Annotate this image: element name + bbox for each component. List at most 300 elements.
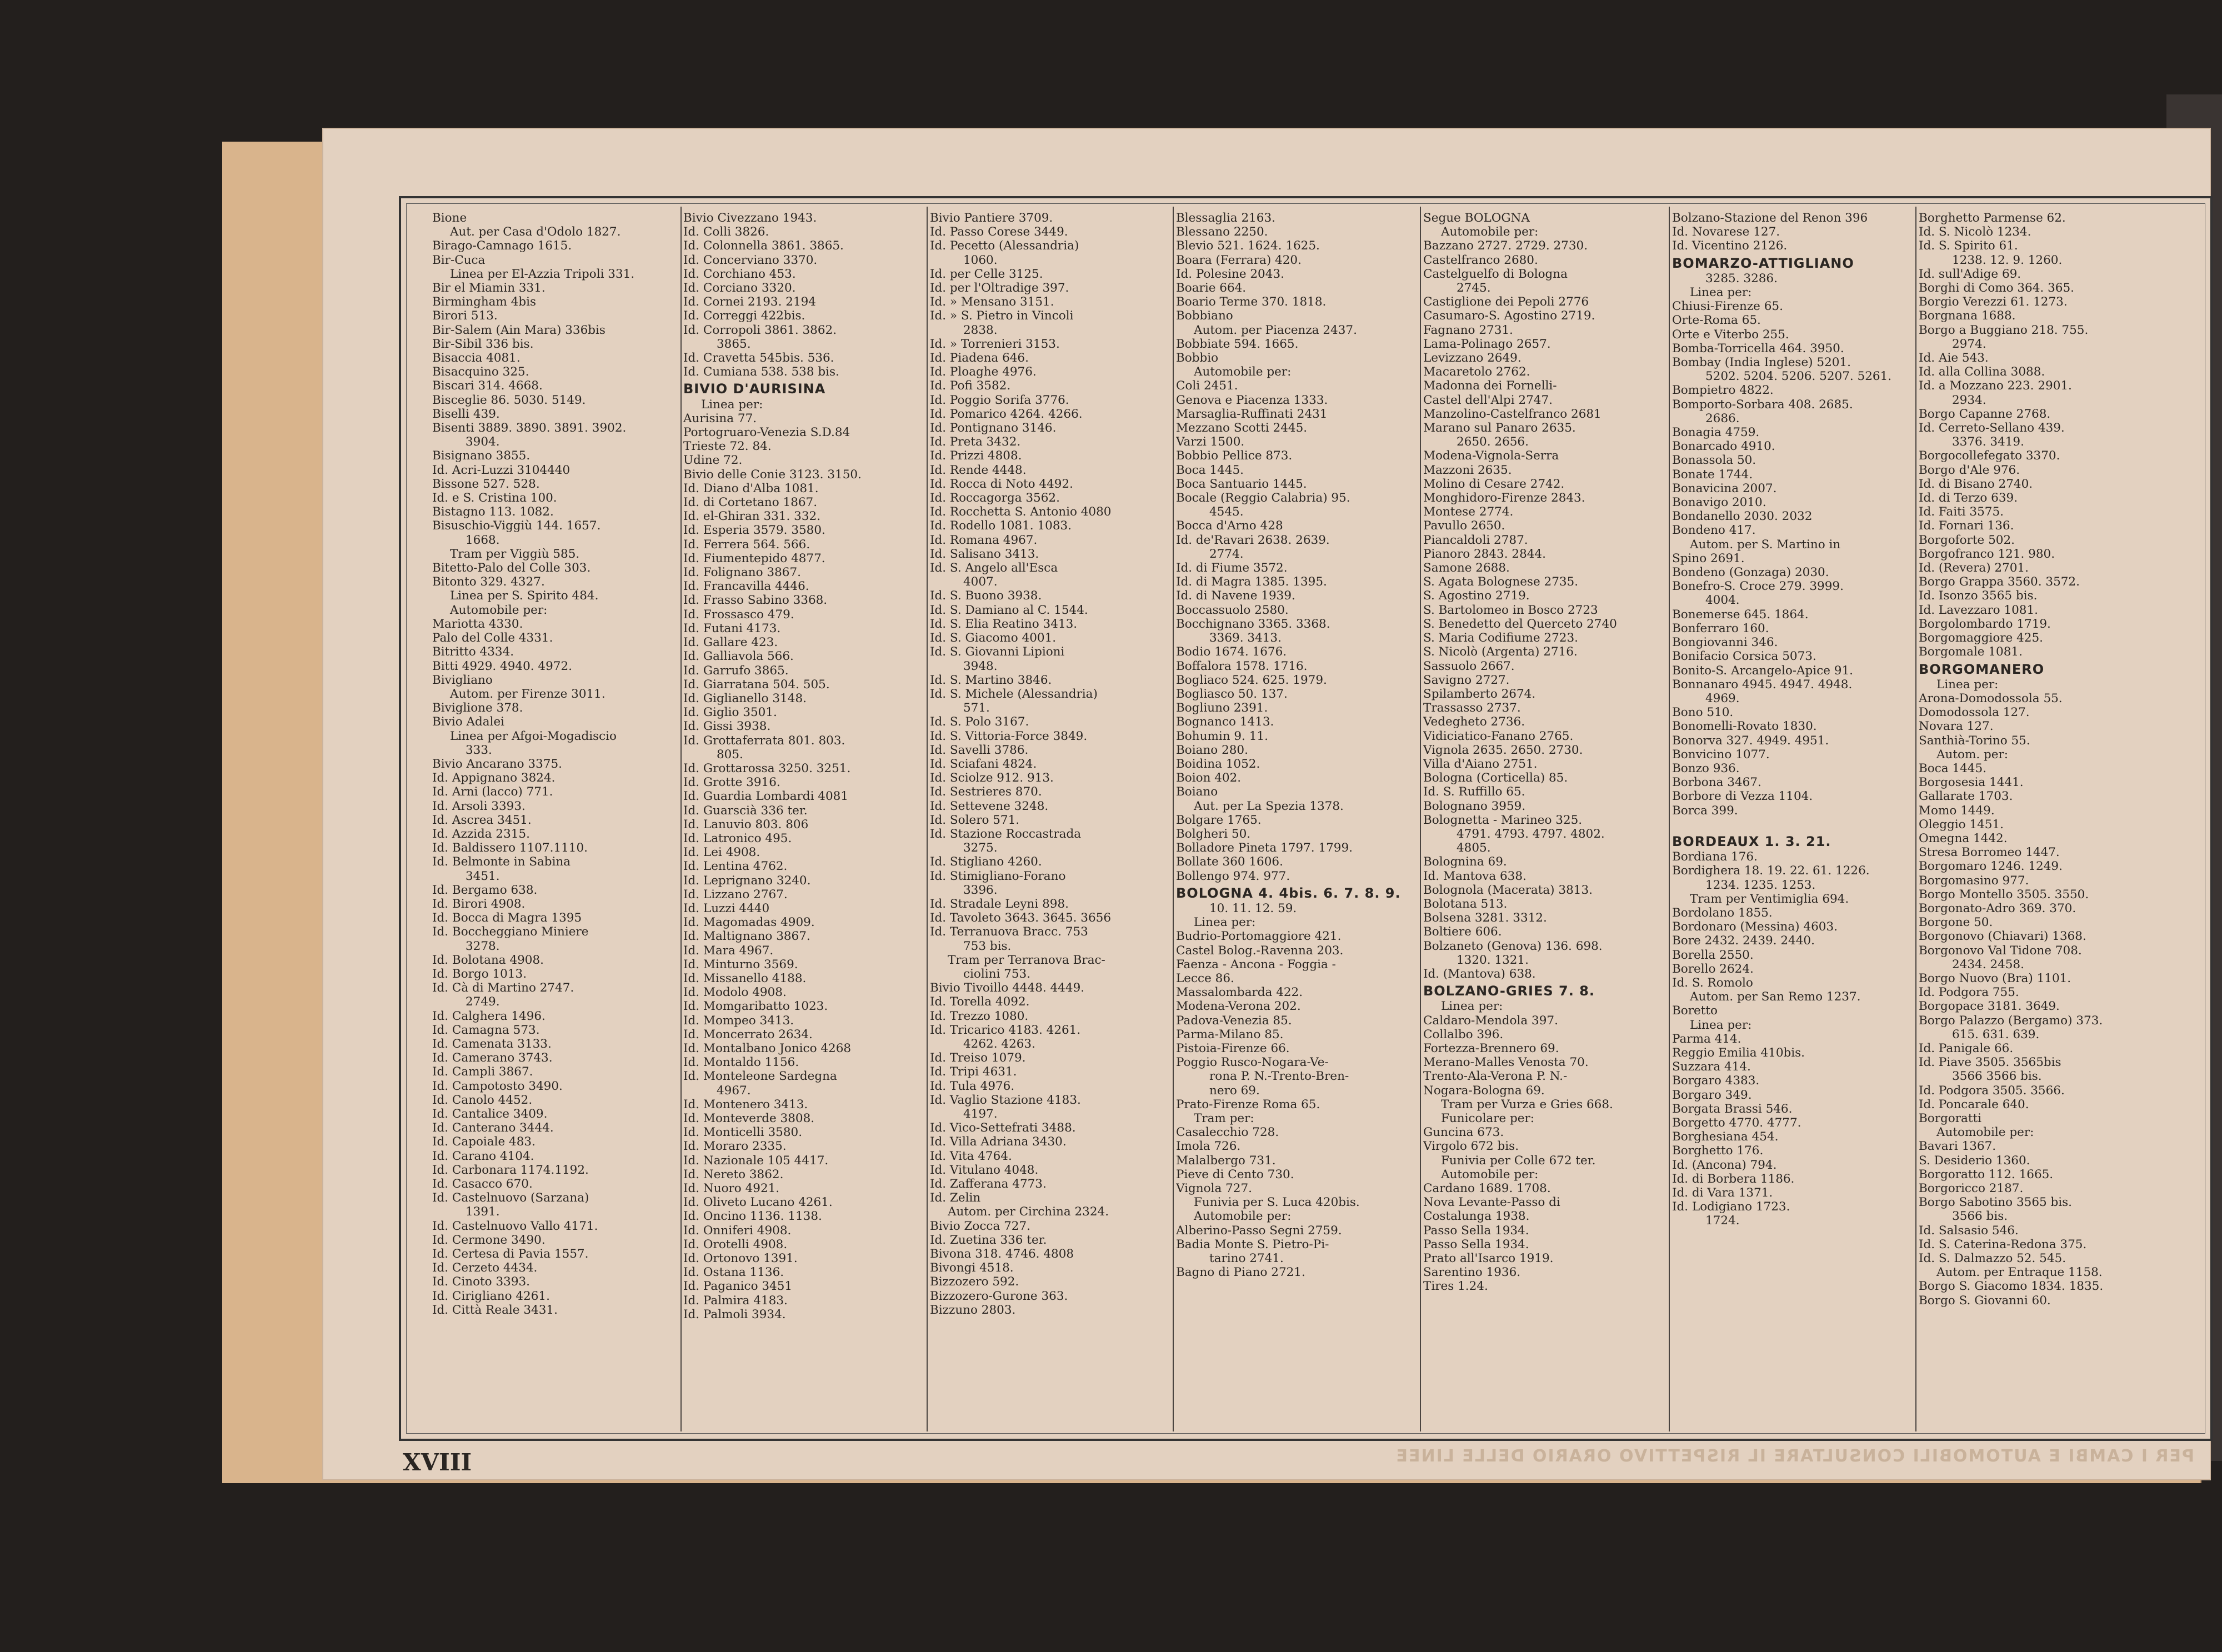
index-entry: 2934. [1952, 393, 1986, 407]
index-entry: Id. Podgora 3505. 3566. [1919, 1083, 2065, 1098]
index-entry: Id. Lodigiano 1723. [1672, 1200, 1790, 1214]
index-entry: Linea per: [1194, 915, 1256, 930]
index-entry: Orte-Roma 65. [1672, 313, 1761, 328]
index-entry: Borgo Sabotino 3565 bis. [1919, 1195, 2073, 1210]
index-entry: Bisuschio-Viggiù 144. 1657. [432, 519, 601, 533]
index-entry: BORGOMANERO [1919, 661, 2045, 677]
index-entry: Id. Lanuvio 803. 806 [683, 817, 809, 832]
index-entry: Domodossola 127. [1919, 705, 2030, 720]
index-entry: Reggio Emilia 410bis. [1672, 1045, 1805, 1060]
index-entry: Id. Tula 4976. [930, 1079, 1015, 1093]
index-entry: Bivona 318. 4746. 4808 [930, 1247, 1074, 1261]
index-entry: Id. Bolotana 4908. [432, 953, 544, 967]
index-entry: Trento-Ala-Verona P. N.- [1423, 1069, 1568, 1084]
index-entry: Id. Palmoli 3934. [683, 1307, 786, 1321]
index-entry: Linea per: [1690, 1018, 1752, 1032]
index-entry: Castelguelfo di Bologna [1423, 267, 1568, 281]
index-entry: Id. Panigale 66. [1919, 1041, 2014, 1055]
index-entry: Borgaro 349. [1672, 1088, 1752, 1102]
index-entry: Monghidoro-Firenze 2843. [1423, 491, 1585, 505]
index-entry: Id. Città Reale 3431. [432, 1303, 558, 1317]
index-entry: Id. Grottarossa 3250. 3251. [683, 761, 851, 775]
index-entry: Borgnana 1688. [1919, 309, 2016, 323]
index-entry: Borgaro 4383. [1672, 1074, 1760, 1088]
index-entry: 333. [466, 743, 492, 757]
index-entry: Id. S. Spirito 61. [1919, 239, 2018, 253]
index-entry: Id. per l'Oltradige 397. [930, 281, 1069, 296]
index-entry: Id. Ploaghe 4976. [930, 365, 1037, 379]
index-entry: Levizzano 2649. [1423, 351, 1522, 366]
index-entry: 3396. [963, 883, 998, 897]
index-entry: Bordiana 176. [1672, 850, 1758, 864]
index-entry: Id. Monteverde 3808. [683, 1112, 815, 1125]
index-entry: 4791. 4793. 4797. 4802. [1457, 827, 1605, 841]
index-entry: Prato-Firenze Roma 65. [1176, 1097, 1320, 1112]
index-entry: Borgoforte 502. [1919, 533, 2015, 547]
index-entry: Portogruaro-Venezia S.D.84 [683, 425, 850, 440]
index-entry: Borgofranco 121. 980. [1919, 547, 2055, 561]
index-entry: Trassasso 2737. [1423, 701, 1521, 715]
index-entry: Automobile per: [1936, 1125, 2034, 1140]
index-entry: Bivio Ancarano 3375. [432, 757, 562, 771]
index-entry: Id. Carbonara 1174.1192. [432, 1163, 589, 1177]
index-entry: Id. Grottaferrata 801. 803. [683, 733, 845, 748]
index-entry: Id. Vitulano 4048. [930, 1163, 1039, 1177]
index-entry: Bolsena 3281. 3312. [1423, 911, 1547, 925]
index-entry: Borgolombardo 1719. [1919, 617, 2051, 631]
index-entry: Bistagno 113. 1082. [432, 505, 554, 519]
index-entry: Biviglianο [432, 673, 493, 687]
index-entry: Id. Acri-Luzzi 3104440 [432, 463, 570, 477]
index-entry: Id. Corciano 3320. [683, 281, 796, 296]
index-entry: Badia Monte S. Pietro-Pi- [1176, 1237, 1329, 1251]
index-entry: Bivio Tivoillo 4448. 4449. [930, 981, 1085, 995]
index-entry: Borghetto Parmense 62. [1919, 211, 2066, 225]
index-entry: Boffalora 1578. 1716. [1176, 659, 1308, 673]
index-entry: Boara (Ferrara) 420. [1176, 253, 1302, 267]
index-entry: Novara 127. [1919, 719, 1994, 734]
index-entry: Budrio-Portomaggiore 421. [1176, 929, 1342, 944]
index-entry: Id. e S. Cristina 100. [432, 491, 557, 505]
show-through-text: PER I CAMBI E AUTOMOBILI CONSULTARE IL RISPETTIVO ORARIO DELLE LINEE [1395, 1446, 2194, 1466]
index-entry: Birmingham 4bis [432, 295, 537, 309]
index-entry: Borghesiana 454. [1672, 1130, 1779, 1144]
index-entry: Bolotana 513. [1423, 897, 1508, 911]
index-entry: Id. Stigliano 4260. [930, 855, 1042, 869]
index-entry: Id. Belmonte in Sabina [432, 855, 571, 869]
index-entry: Id. Camenata 3133. [432, 1037, 552, 1051]
index-entry: BOLZANO-GRIES 7. 8. [1423, 983, 1595, 999]
index-entry: Bir-Salem (Ain Mara) 336bis [432, 323, 605, 337]
index-entry: Bogliuno 2391. [1176, 701, 1268, 715]
index-entry: Bomporto-Sorbara 408. 2685. [1672, 397, 1853, 412]
index-entry: Id. Bergamo 638. [432, 883, 538, 897]
index-entry: Id. Rocchetta S. Antonio 4080 [930, 505, 1112, 519]
index-entry: Biselli 439. [432, 407, 500, 421]
index-entry: Id. S. Elia Reatino 3413. [930, 617, 1078, 631]
index-entry: 3451. [466, 869, 500, 883]
index-entry: Vidiciatico-Fanano 2765. [1423, 729, 1574, 743]
index-entry: 3369. 3413. [1209, 631, 1282, 645]
index-entry: 4007. [963, 575, 998, 589]
index-entry: Id. Frossasco 479. [683, 607, 794, 622]
index-entry: Id. Savelli 3786. [930, 743, 1029, 757]
index-entry: Borgo Montello 3505. 3550. [1919, 887, 2089, 902]
index-entry: Bagno di Piano 2721. [1176, 1265, 1305, 1280]
index-entry: Linea per: [1441, 999, 1503, 1014]
index-entry: 3904. [466, 435, 500, 449]
index-entry: Id. Nuoro 4921. [683, 1182, 780, 1196]
index-entry: 1238. 12. 9. 1260. [1952, 253, 2063, 267]
index-entry: Vignola 2635. 2650. 2730. [1423, 743, 1583, 757]
index-entry: Funivia per S. Luca 420bis. [1194, 1195, 1360, 1210]
index-entry: Borgocollefegato 3370. [1919, 449, 2060, 463]
index-entry: Funivia per Colle 672 ter. [1441, 1153, 1596, 1168]
index-entry: Bocchignano 3365. 3368. [1176, 617, 1330, 631]
index-entry: Linea per S. Spirito 484. [450, 589, 599, 603]
index-entry: Id. (Ancona) 794. [1672, 1158, 1777, 1172]
index-entry: Bolognetta - Marineo 325. [1423, 813, 1583, 827]
index-entry: Imola 726. [1176, 1139, 1241, 1154]
index-entry: Id. Passo Corese 3449. [930, 225, 1068, 239]
index-entry: Castiglione dei Pepoli 2776 [1423, 295, 1589, 309]
index-entry: Montese 2774. [1423, 505, 1514, 519]
index-entry: Id. Arsoli 3393. [432, 799, 526, 813]
index-entry: Id. Canterano 3444. [432, 1121, 554, 1135]
index-entry: Malalbergo 731. [1176, 1153, 1276, 1168]
index-entry: Id. Montalbano Jonico 4268 [683, 1041, 852, 1055]
index-entry: Id. Momgaribatto 1023. [683, 999, 828, 1014]
index-entry: Mazzoni 2635. [1423, 463, 1512, 477]
index-entry: Coli 2451. [1176, 379, 1238, 393]
index-entry: Bonomelli-Rovato 1830. [1672, 719, 1817, 734]
index-entry: Mariotta 4330. [432, 617, 523, 631]
index-entry: Bonferraro 160. [1672, 621, 1769, 635]
index-entry: Bollate 360 1606. [1176, 855, 1283, 869]
index-entry: Castel dell'Alpi 2747. [1423, 393, 1553, 407]
index-entry: Bolognano 3959. [1423, 799, 1526, 813]
index-entry: Borbore di Vezza 1104. [1672, 789, 1813, 804]
index-entry: Borgetto 4770. 4777. [1672, 1116, 1801, 1130]
index-entry: Id. Canolo 4452. [432, 1093, 533, 1107]
index-entry: Aut. per La Spezia 1378. [1194, 799, 1344, 813]
index-entry: Bione [432, 211, 467, 225]
index-entry: Id. Rodello 1081. 1083. [930, 519, 1072, 533]
index-entry: 3566 3566 bis. [1952, 1069, 2042, 1084]
index-entry: Borgoratti [1919, 1112, 1981, 1125]
index-entry: Id. Piadena 646. [930, 351, 1029, 366]
index-entry: Vignola 727. [1176, 1182, 1252, 1196]
index-entry: Autom. per Entraque 1158. [1936, 1265, 2103, 1280]
index-entry: Id. Mara 4967. [683, 943, 774, 958]
index-entry: Id. Bocca di Magra 1395 [432, 911, 582, 925]
index-entry: Id. Latronico 495. [683, 831, 792, 845]
index-entry: Funicolare per: [1441, 1112, 1535, 1125]
index-entry: Id. Onniferi 4908. [683, 1223, 792, 1238]
index-entry: 4262. 4263. [963, 1037, 1035, 1051]
index-entry: Bissone 527. 528. [432, 477, 540, 491]
index-entry: Id. Giglianello 3148. [683, 691, 807, 705]
index-entry: Id. » S. Pietro in Vincoli [930, 309, 1074, 323]
index-entry: 4197. [963, 1107, 998, 1121]
index-entry: Id. Cumiana 538. 538 bis. [683, 365, 839, 379]
index-entry: Bolognina 69. [1423, 855, 1507, 869]
index-entry: Id. Settevene 3248. [930, 799, 1049, 813]
index-entry: 2974. [1952, 337, 1986, 351]
index-entry: Automobile per: [1441, 1167, 1539, 1182]
index-entry: Id. Baldissero 1107.1110. [432, 841, 588, 855]
index-entry: Castelfranco 2680. [1423, 253, 1538, 267]
index-entry: Borgo S. Giovanni 60. [1919, 1293, 2051, 1308]
index-entry: Id. Corchiano 453. [683, 267, 796, 281]
index-entry: Prato all'Isarco 1919. [1423, 1251, 1554, 1266]
index-entry: Id. Rende 4448. [930, 463, 1027, 477]
index-entry: Id. Esperia 3579. 3580. [683, 523, 825, 538]
index-entry: Collalbo 396. [1423, 1027, 1504, 1042]
index-entry: Mezzano Scotti 2445. [1176, 421, 1308, 435]
index-entry: Autom. per: [1936, 747, 2009, 762]
index-entry: Bonvicino 1077. [1672, 747, 1770, 762]
index-entry: Id. Novarese 127. [1672, 225, 1780, 239]
index-entry: Id. Ostana 1136. [683, 1265, 784, 1280]
index-entry: Modena-Vignola-Serra [1423, 449, 1559, 463]
index-entry: Nogara-Bologna 69. [1423, 1083, 1545, 1098]
index-entry: Borgo Grappa 3560. 3572. [1919, 575, 2080, 589]
index-entry: Id. Giglio 3501. [683, 705, 777, 720]
index-entry: Tires 1.24. [1423, 1279, 1488, 1294]
index-entry: Omegna 1442. [1919, 831, 2008, 845]
index-entry: Vedegheto 2736. [1423, 715, 1525, 729]
index-entry: Bolladore Pineta 1797. 1799. [1176, 841, 1353, 855]
index-entry: Id. Treiso 1079. [930, 1051, 1026, 1065]
index-entry: Id. Stradale Leyni 898. [930, 897, 1069, 911]
index-entry: Id. Cirigliano 4261. [432, 1289, 550, 1303]
index-entry: 1060. [963, 253, 998, 267]
index-entry: Id. Cerreto-Sellano 439. [1919, 421, 2065, 435]
index-entry: Id. S. Ruffillo 65. [1423, 785, 1525, 799]
index-entry: S. Maria Codifiume 2723. [1423, 631, 1578, 645]
index-entry: Tram per Ventimiglia 694. [1690, 892, 1849, 906]
index-entry: Savigno 2727. [1423, 673, 1510, 687]
index-entry: Passo Sella 1934. [1423, 1223, 1529, 1238]
index-entry: Linea per El-Azzia Tripoli 331. [450, 267, 635, 281]
index-entry: Id. Colli 3826. [683, 225, 769, 239]
index-entry: Id. Sestrieres 870. [930, 785, 1042, 799]
index-entry: Virgolo 672 bis. [1423, 1139, 1519, 1154]
index-entry: Parma-Milano 85. [1176, 1027, 1284, 1042]
index-entry: 2774. [1209, 547, 1244, 561]
index-entry: Birori 513. [432, 309, 498, 323]
index-entry: Boiano [1176, 785, 1218, 799]
index-entry: Lecce 86. [1176, 971, 1234, 985]
index-entry: Id. Corropoli 3861. 3862. [683, 323, 837, 337]
index-entry: Bore 2432. 2439. 2440. [1672, 934, 1815, 948]
index-entry: Boario Terme 370. 1818. [1176, 295, 1327, 309]
index-entry: Id. Frasso Sabino 3368. [683, 593, 828, 608]
index-entry: 3278. [466, 939, 500, 953]
index-entry: Bordighera 18. 19. 22. 61. 1226. [1672, 864, 1870, 878]
index-entry: Bir el Miamin 331. [432, 281, 546, 296]
index-entry: Borgomasino 977. [1919, 873, 2029, 888]
index-entry: Spilamberto 2674. [1423, 687, 1536, 701]
index-entry: 1234. 1235. 1253. [1705, 878, 1816, 892]
index-entry: Bonito-S. Arcangelo-Apice 91. [1672, 663, 1853, 678]
index-entry: Id. Palmira 4183. [683, 1293, 788, 1308]
index-entry: Borgoratto 112. 1665. [1919, 1167, 2054, 1182]
index-entry: Merano-Malles Venosta 70. [1423, 1055, 1589, 1070]
index-entry: Bondeno 417. [1672, 523, 1756, 538]
index-entry: Id. Trezzo 1080. [930, 1009, 1029, 1023]
index-entry: Borgomaggiore 425. [1919, 631, 2043, 645]
index-entry: Casumaro-S. Agostino 2719. [1423, 309, 1595, 323]
index-entry: Linea per: [701, 397, 763, 412]
index-entry: Boiano 280. [1176, 743, 1248, 757]
index-entry: Faenza - Ancona - Foggia - [1176, 957, 1336, 972]
column-rule [1173, 207, 1174, 1431]
index-entry: Bir-Cuca [432, 253, 486, 267]
index-entry: Borgo Nuovo (Bra) 1101. [1919, 971, 2071, 985]
index-entry: Tram per Viggiù 585. [450, 547, 580, 561]
index-entry: 5202. 5204. 5206. 5207. 5261. [1705, 369, 1892, 384]
index-entry: Bonate 1744. [1672, 467, 1753, 482]
index-entry: 3948. [963, 659, 998, 673]
index-entry: Id. Lavezzaro 1081. [1919, 603, 2038, 617]
index-entry: Id. S. Giacomo 4001. [930, 631, 1057, 645]
index-entry: BORDEAUX 1. 3. 21. [1672, 833, 1831, 849]
index-entry: Bognanco 1413. [1176, 715, 1274, 729]
index-entry: Id. Cinoto 3393. [432, 1275, 531, 1289]
index-entry: Bolognola (Macerata) 3813. [1423, 883, 1593, 897]
index-entry: Bitetto-Palo del Colle 303. [432, 561, 591, 575]
index-entry: Id. Ortonovo 1391. [683, 1251, 798, 1266]
index-entry [1672, 818, 1912, 832]
index-entry: S. Nicolò (Argenta) 2716. [1423, 645, 1578, 659]
index-entry: Guncina 673. [1423, 1125, 1504, 1140]
index-entry: Bologna (Corticella) 85. [1423, 771, 1568, 785]
index-entry: Id. Vita 4764. [930, 1149, 1012, 1163]
index-entry: Boltiere 606. [1423, 925, 1502, 939]
index-entry: Id. Pomarico 4264. 4266. [930, 407, 1083, 421]
index-entry: Bitritto 4334. [432, 645, 514, 659]
index-entry: 2434. 2458. [1952, 957, 2024, 972]
index-entry: Molino di Cesare 2742. [1423, 477, 1565, 491]
index-entry: Borghi di Como 364. 365. [1919, 281, 2074, 296]
index-column-4 [1176, 211, 1417, 1428]
index-entry: Id. » Mensano 3151. [930, 295, 1054, 309]
index-entry: Id. (Mantova) 638. [1423, 967, 1536, 981]
index-entry: Id. di Cortetano 1867. [683, 495, 818, 510]
index-entry: Id. Zuetina 336 ter. [930, 1233, 1047, 1247]
index-entry: Id. Cerzeto 4434. [432, 1261, 538, 1275]
index-entry: 2650. 2656. [1457, 435, 1529, 449]
index-entry: Borgonato-Adro 369. 370. [1919, 901, 2076, 915]
index-entry: Bonagia 4759. [1672, 425, 1760, 440]
index-entry: Bivio Civezzano 1943. [683, 211, 817, 225]
index-entry: Automobile per: [1441, 225, 1539, 239]
index-entry: Id. Arni (lacco) 771. [432, 785, 553, 799]
index-entry: Id. Colonnella 3861. 3865. [683, 239, 844, 253]
index-entry: Samone 2688. [1423, 561, 1510, 575]
index-entry: Pavullo 2650. [1423, 519, 1505, 533]
index-entry: Palo del Colle 4331. [432, 631, 553, 645]
index-entry: Id. Stimigliano-Forano [930, 869, 1066, 883]
index-entry: 1668. [466, 533, 500, 547]
index-entry: Bondeno (Gonzaga) 2030. [1672, 565, 1829, 580]
index-entry: Id. Campotosto 3490. [432, 1079, 563, 1093]
index-entry: Id. S. Damiano al C. 1544. [930, 603, 1088, 617]
index-entry: Id. Nereto 3862. [683, 1167, 784, 1182]
index-entry: Birago-Camnago 1615. [432, 239, 572, 253]
index-entry: 1391. [466, 1205, 500, 1219]
index-entry: Id. Folignano 3867. [683, 565, 801, 580]
index-entry: Autom. per Piacenza 2437. [1194, 323, 1357, 337]
index-entry: Id. Pofi 3582. [930, 379, 1011, 393]
index-entry: Castel Bolog.-Ravenna 203. [1176, 943, 1344, 958]
index-entry: Id. Aie 543. [1919, 351, 1989, 366]
index-entry: Id. Terranuova Bracc. 753 [930, 925, 1088, 939]
index-entry: Bobbiano [1176, 309, 1233, 323]
index-entry: Automobile per: [450, 603, 548, 617]
index-entry: Borgopace 3181. 3649. [1919, 999, 2060, 1014]
index-entry: Biscari 314. 4668. [432, 379, 543, 393]
index-entry: Id. » Torrenieri 3153. [930, 337, 1060, 351]
index-entry: Pianoro 2843. 2844. [1423, 547, 1546, 561]
index-entry: Id. Borgo 1013. [432, 967, 527, 981]
index-entry: Id. Mompeo 3413. [683, 1013, 794, 1028]
index-entry: Id. Cantalice 3409. [432, 1107, 548, 1121]
index-entry: 2749. [466, 995, 500, 1009]
index-entry: Id. Tavoleto 3643. 3645. 3656 [930, 911, 1112, 925]
index-entry: Bombay (India Inglese) 5201. [1672, 356, 1851, 370]
index-entry: Villa d'Aiano 2751. [1423, 757, 1538, 771]
index-entry: Momo 1449. [1919, 803, 1995, 818]
index-entry: Manzolino-Castelfranco 2681 [1423, 407, 1602, 421]
column-rule [927, 207, 928, 1431]
index-entry: Gallarate 1703. [1919, 789, 2013, 804]
index-entry: Tram per Vurza e Gries 668. [1441, 1097, 1613, 1112]
index-entry: Borghetto 176. [1672, 1144, 1764, 1158]
index-entry: Chiusi-Firenze 65. [1672, 299, 1783, 314]
index-entry: Id. Zelin [930, 1191, 981, 1205]
index-entry: 571. [963, 701, 990, 715]
index-entry: Bivio delle Conie 3123. 3150. [683, 467, 862, 482]
index-entry: Boretto [1672, 1004, 1718, 1018]
index-entry: Bondanello 2030. 2032 [1672, 509, 1813, 524]
index-entry: Id. Solero 571. [930, 813, 1020, 827]
index-entry: 2838. [963, 323, 998, 337]
index-entry: Id. Leprignano 3240. [683, 873, 811, 888]
index-entry: Id. Montaldo 1156. [683, 1055, 799, 1070]
index-entry: Bisenti 3889. 3890. 3891. 3902. [432, 421, 627, 435]
index-entry: Sarentino 1936. [1423, 1265, 1521, 1280]
index-entry: Id. Guarscià 336 ter. [683, 803, 808, 818]
index-entry: Id. Gissi 3938. [683, 719, 771, 734]
index-entry: Id. di Terzo 639. [1919, 491, 2018, 505]
index-entry: Bisacquino 325. [432, 365, 529, 379]
index-entry: Oleggio 1451. [1919, 817, 2004, 832]
index-entry: Id. Correggi 422bis. [683, 309, 805, 323]
index-entry: Costalunga 1938. [1423, 1209, 1530, 1224]
index-entry: Id. Monticelli 3580. [683, 1125, 803, 1140]
index-entry: Lama-Polinago 2657. [1423, 337, 1551, 351]
index-entry: Bogliasco 50. 137. [1176, 687, 1288, 701]
index-entry: Borgomale 1081. [1919, 645, 2023, 659]
index-entry: Bonemerse 645. 1864. [1672, 607, 1809, 622]
index-entry: Spino 2691. [1672, 551, 1745, 565]
column-rule [1420, 207, 1421, 1431]
index-entry: Bonnanaro 4945. 4947. 4948. [1672, 677, 1853, 692]
index-entry: Id. Lei 4908. [683, 845, 760, 860]
